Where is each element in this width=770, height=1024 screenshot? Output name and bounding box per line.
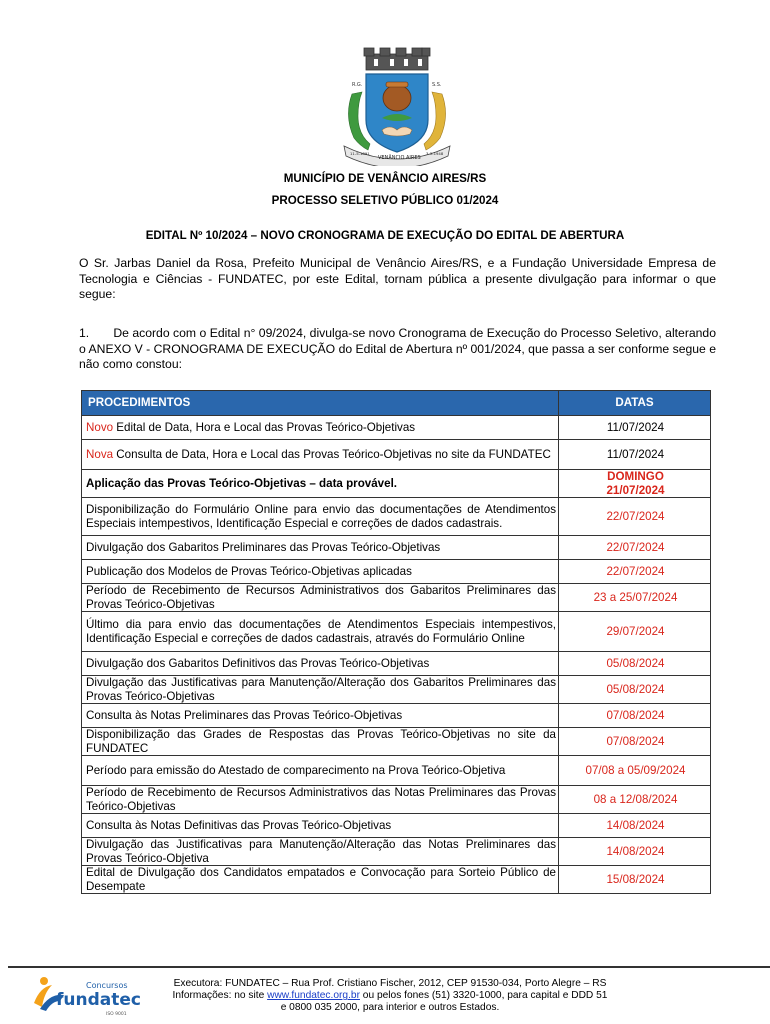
table-row	[82, 704, 711, 728]
fundatec-logo	[30, 973, 160, 1019]
fundatec-website-link[interactable]: www.fundatec.org.br	[267, 990, 360, 1002]
edital-title: EDITAL Nº 10/2024 – NOVO CRONOGRAMA DE EXECUÇÃO DO EDITAL DE ABERTURA	[145, 229, 625, 242]
procedure-text: Edital de Divulgação dos Candidatos empatados e Convocação para Sorteio Público de Desempate	[86, 866, 556, 893]
procedure-text: Período de Recebimento de Recursos Administrativos das Notas Preliminares das Provas Teórico-Objetivas	[86, 786, 556, 813]
procedure-cell	[82, 814, 559, 838]
table-row	[82, 498, 711, 536]
procedure-cell	[82, 756, 559, 786]
procedure-cell	[82, 536, 559, 560]
date-cell	[559, 416, 711, 440]
date-cell	[559, 786, 711, 814]
date-cell	[559, 498, 711, 536]
date-value: 07/08/2024	[606, 734, 665, 748]
procedure-text: Período de Recebimento de Recursos Administrativos dos Gabaritos Preliminares das Provas Teórico-Objetivas	[86, 584, 556, 611]
date-cell	[559, 536, 711, 560]
date-value: 22/07/2024	[606, 540, 665, 554]
table-row	[82, 584, 711, 612]
logo-concursos: Concursos	[86, 981, 128, 990]
table-row	[82, 440, 711, 470]
table-row	[82, 612, 711, 652]
date-cell	[559, 560, 711, 584]
procedure-cell	[82, 704, 559, 728]
procedure-cell	[82, 416, 559, 440]
date-value: 07/08 a 05/09/2024	[585, 763, 686, 777]
crest-left-date: 11-5-1891	[350, 151, 370, 156]
date-value: 29/07/2024	[606, 624, 665, 638]
procedure-cell	[82, 652, 559, 676]
logo-iso: ISO 9001	[106, 1012, 127, 1017]
table-row	[82, 536, 711, 560]
date-cell	[559, 838, 711, 866]
table-row	[82, 728, 711, 756]
date-value: 07/08/2024	[606, 708, 665, 722]
date-cell	[559, 728, 711, 756]
intro-paragraph: O Sr. Jarbas Daniel da Rosa, Prefeito Municipal de Venâncio Aires/RS, e a Fundação Universidade Empresa de Tecnologia e Ciências - FUNDATEC, por este Edital, tornam pública a presente divulgação para informar o que segue:	[79, 256, 716, 301]
table-row	[82, 560, 711, 584]
process-title: PROCESSO SELETIVO PÚBLICO 01/2024	[271, 194, 499, 207]
footer-divider	[8, 966, 770, 968]
procedure-text: Edital de Data, Hora e Local das Provas Teórico-Objetivas	[113, 420, 416, 434]
footer-text	[160, 978, 620, 1015]
procedure-cell	[82, 584, 559, 612]
crest-motto: VENÂNCIO AIRES	[378, 155, 421, 161]
date-value: 15/08/2024	[606, 872, 665, 886]
procedure-highlight: Novo	[86, 420, 114, 434]
footer-line-2-before: Informações: no site	[172, 990, 268, 1002]
date-value: 11/07/2024	[606, 447, 665, 461]
crest-right-text: S.S.	[432, 82, 442, 88]
procedure-text: Divulgação dos Gabaritos Definitivos das Provas Teórico-Objetivas	[86, 656, 430, 670]
table-header-row	[82, 391, 711, 416]
date-value: 22/07/2024	[606, 564, 665, 578]
procedure-cell	[82, 498, 559, 536]
item-1-number: 1.	[79, 326, 90, 340]
date-value: 05/08/2024	[606, 656, 665, 670]
crest-right-date: 3-3-1948	[426, 151, 444, 156]
footer-line-3: e 0800 035 2000, para interior e outros Estados.	[280, 1002, 500, 1014]
date-cell	[559, 440, 711, 470]
schedule-table-body	[82, 416, 711, 894]
date-cell	[559, 584, 711, 612]
procedure-cell	[82, 838, 559, 866]
procedure-cell	[82, 866, 559, 894]
col-procedures-header: PROCEDIMENTOS	[82, 391, 559, 416]
table-row	[82, 652, 711, 676]
col-dates-header: DATAS	[559, 391, 711, 416]
date-value: 23 a 25/07/2024	[593, 590, 678, 604]
procedure-cell	[82, 560, 559, 584]
date-value: 11/07/2024	[606, 420, 665, 434]
date-cell	[559, 676, 711, 704]
procedure-text: Período para emissão do Atestado de comparecimento na Prova Teórico-Objetiva	[86, 763, 506, 777]
item-1-paragraph	[79, 326, 716, 373]
table-row	[82, 866, 711, 894]
date-value: 08 a 12/08/2024	[593, 792, 678, 806]
procedure-cell	[82, 676, 559, 704]
date-cell	[559, 612, 711, 652]
table-row	[82, 786, 711, 814]
date-cell	[559, 866, 711, 894]
municipality-title: MUNICÍPIO DE VENÂNCIO AIRES/RS	[283, 172, 487, 185]
procedure-text: Divulgação dos Gabaritos Preliminares das Provas Teórico-Objetivas	[86, 540, 441, 554]
procedure-text: Publicação dos Modelos de Provas Teórico-Objetivas aplicadas	[86, 564, 412, 578]
item-1-text: De acordo com o Edital n° 09/2024, divulga-se novo Cronograma de Execução do Processo Seletivo, alterando o ANEXO V - CRONOGRAMA DE EXECUÇÃO do Edital de Abertura nº 001/2024, que passa a ser conforme segue e não como constou:	[79, 326, 716, 371]
table-row	[82, 756, 711, 786]
procedure-cell	[82, 728, 559, 756]
date-value: 14/08/2024	[606, 844, 665, 858]
table-row	[82, 814, 711, 838]
footer-line-2	[160, 990, 620, 1002]
date-cell	[559, 814, 711, 838]
procedure-text: Consulta de Data, Hora e Local das Provas Teórico-Objetivas no site da FUNDATEC	[113, 447, 551, 461]
date-value: 22/07/2024	[606, 509, 665, 523]
date-value: 14/08/2024	[606, 818, 665, 832]
date-value: 05/08/2024	[606, 682, 665, 696]
date-value-secondary: 21/07/2024	[606, 483, 665, 497]
procedure-cell	[82, 612, 559, 652]
date-cell	[559, 756, 711, 786]
logo-name: fundatec	[56, 990, 141, 1010]
municipal-coat-of-arms	[338, 46, 456, 166]
date-cell	[559, 704, 711, 728]
procedure-cell	[82, 786, 559, 814]
table-row	[82, 676, 711, 704]
date-value: DOMINGO	[607, 470, 664, 483]
procedure-cell	[82, 470, 559, 498]
procedure-cell	[82, 440, 559, 470]
schedule-table	[81, 390, 711, 894]
table-row	[82, 416, 711, 440]
procedure-text: Aplicação das Provas Teórico-Objetivas – data provável.	[86, 476, 398, 490]
procedure-text: Disponibilização das Grades de Respostas das Provas Teórico-Objetivas no site da FUNDATEC	[86, 728, 556, 755]
procedure-text: Disponibilização do Formulário Online para envio das documentações de Atendimentos Especiais intempestivos, Identificação Especial e correções de dados cadastrais.	[86, 503, 556, 530]
date-cell	[559, 652, 711, 676]
date-cell	[559, 470, 711, 498]
procedure-highlight: Nova	[86, 447, 114, 461]
procedure-text: Consulta às Notas Preliminares das Provas Teórico-Objetivas	[86, 708, 403, 722]
footer-line-1: Executora: FUNDATEC – Rua Prof. Cristiano Fischer, 2012, CEP 91530-034, Porto Alegre – RS	[173, 978, 607, 989]
procedure-text: Divulgação das Justificativas para Manutenção/Alteração das Notas Preliminares das Provas Teórico-Objetiva	[86, 838, 556, 865]
crest-left-text: R.G.	[352, 82, 363, 88]
table-row	[82, 470, 711, 498]
procedure-text: Último dia para envio das documentações de Atendimentos Especiais intempestivos, Identificação Especial e correções de dados cadastrais, através do Formulário Online	[86, 618, 556, 645]
table-row	[82, 838, 711, 866]
procedure-text: Divulgação das Justificativas para Manutenção/Alteração dos Gabaritos Preliminares das Provas Teórico-Objetivas	[86, 676, 556, 703]
footer-line-2-after: ou pelos fones (51) 3320-1000, para capital e DDD 51	[359, 990, 608, 1002]
procedure-text: Consulta às Notas Definitivas das Provas Teórico-Objetivas	[86, 818, 392, 832]
